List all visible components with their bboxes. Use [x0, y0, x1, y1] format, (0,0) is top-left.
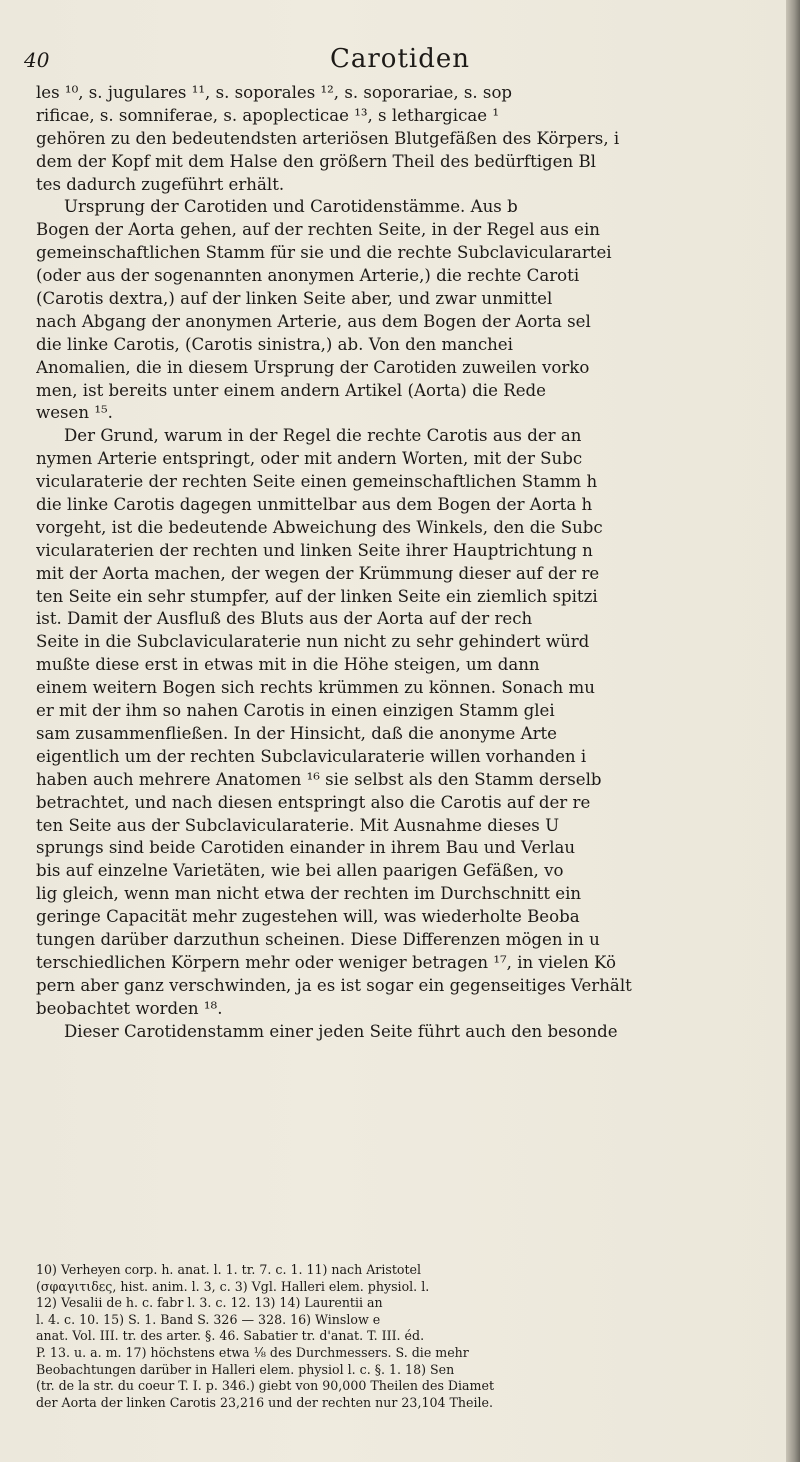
text-line: Anomalien, die in diesem Ursprung der Carotiden zuweilen vorko: [36, 357, 590, 377]
footnote-line: anat. Vol. III. tr. des arter. §. 46. Sabatier tr. d'anat. T. III. éd.: [36, 1328, 425, 1344]
text-line: lig gleich, wenn man nicht etwa der rechten im Durchschnitt ein: [36, 884, 582, 904]
text-line: Bogen der Aorta gehen, auf der rechten Seite, in der Regel aus ein: [36, 220, 600, 240]
text-line: men, ist bereits unter einem andern Artikel (Aorta) die Rede: [36, 380, 546, 400]
text-line: einem weitern Bogen sich rechts krümmen zu können. Sonach mu: [36, 678, 595, 698]
text-line: ten Seite aus der Subclavicularaterie. Mit Ausnahme dieses U: [36, 815, 560, 835]
text-line: sprungs sind beide Carotiden einander in ihrem Bau und Verlau: [36, 838, 576, 858]
text-line: Der Grund, warum in der Regel die rechte Carotis aus der an: [64, 426, 582, 446]
text-line: Ursprung der Carotiden und Carotidenstämme. Aus b: [64, 197, 518, 217]
text-line: nymen Arterie entspringt, oder mit andern Worten, mit der Subc: [36, 449, 583, 469]
text-line: eigentlich um der rechten Subclavicularaterie willen vorhanden i: [36, 746, 587, 766]
text-line: ten Seite ein sehr stumpfer, auf der linken Seite ein ziemlich spitzi: [36, 586, 598, 606]
page-number: 40: [24, 48, 50, 72]
binding-edge: [786, 0, 800, 1462]
footnote-separator: [36, 1259, 236, 1260]
text-line: pern aber ganz verschwinden, ja es ist sogar ein gegenseitiges Verhält: [36, 975, 632, 995]
text-line: gemeinschaftlichen Stamm für sie und die rechte Subclavicularartei: [36, 243, 612, 263]
text-line: mit der Aorta machen, der wegen der Krümmung dieser auf der re: [36, 563, 600, 583]
text-line: (oder aus der sogenannten anonymen Arterie,) die rechte Caroti: [36, 266, 580, 286]
footnotes: [36, 1262, 786, 1411]
text-line: die linke Carotis dagegen unmittelbar aus dem Bogen der Aorta h: [36, 495, 593, 515]
text-line: nach Abgang der anonymen Arterie, aus dem Bogen der Aorta sel: [36, 311, 591, 331]
text-line: wesen ¹⁵.: [36, 403, 113, 423]
text-line: terschiedlichen Körpern mehr oder weniger betragen ¹⁷, in vielen Kö: [36, 952, 617, 972]
page-header: [22, 44, 778, 74]
footnote-line: 12) Vesalii de h. c. fabr l. 3. c. 12. 13) 14) Laurentii an: [36, 1295, 383, 1311]
text-line: rificae, s. somniferae, s. apoplecticae ¹³, s lethargicae ¹: [36, 105, 500, 125]
footnote-line: Beobachtungen darüber in Halleri elem. physiol l. c. §. 1. 18) Sen: [36, 1361, 455, 1377]
text-line: beobachtet worden ¹⁸.: [36, 998, 223, 1018]
footnote-line: l. 4. c. 10. 15) S. 1. Band S. 326 — 328. 16) Winslow e: [36, 1311, 381, 1327]
text-line: vorgeht, ist die bedeutende Abweichung des Winkels, den die Subc: [36, 517, 603, 537]
text-line: Dieser Carotidenstamm einer jeden Seite führt auch den besonde: [64, 1021, 618, 1041]
footnote-line: P. 13. u. a. m. 17) höchstens etwa ⅛ des Durchmessers. S. die mehr: [36, 1344, 469, 1360]
footnote-line: (σφαγιτιδες, hist. anim. l. 3, c. 3) Vgl. Halleri elem. physiol. l.: [36, 1278, 430, 1294]
running-head: Carotiden: [329, 44, 470, 74]
text-line: tungen darüber darzuthun scheinen. Diese Differenzen mögen in u: [36, 929, 600, 949]
text-line: mußte diese erst in etwas mit in die Höhe steigen, um dann: [36, 655, 540, 675]
footnote-line: 10) Verheyen corp. h. anat. l. 1. tr. 7. c. 1. 11) nach Aristotel: [36, 1262, 422, 1277]
text-line: gehören zu den bedeutendsten arteriösen Blutgefäßen des Körpers, i: [36, 128, 620, 148]
text-line: vicularaterien der rechten und linken Seite ihrer Hauptrichtung n: [36, 540, 593, 560]
text-line: betrachtet, und nach diesen entspringt also die Carotis auf der re: [36, 792, 591, 812]
text-line: dem der Kopf mit dem Halse den größern Theil des bedürftigen Bl: [36, 151, 596, 171]
footnote-line: (tr. de la str. du coeur T. I. p. 346.) giebt von 90,000 Theilen des Diamet: [36, 1378, 495, 1394]
text-line: sam zusammenfließen. In der Hinsicht, daß die anonyme Arte: [36, 723, 557, 743]
text-line: die linke Carotis, (Carotis sinistra,) ab. Von den manchei: [36, 334, 513, 354]
text-line: haben auch mehrere Anatomen ¹⁶ sie selbst als den Stamm derselb: [36, 769, 602, 789]
main-text: [36, 82, 786, 1043]
text-line: les ¹⁰, s. jugulares ¹¹, s. soporales ¹², s. soporariae, s. sop: [36, 83, 513, 102]
text-line: Seite in die Subclavicularaterie nun nicht zu sehr gehindert würd: [36, 632, 590, 652]
text-line: vicularaterie der rechten Seite einen gemeinschaftlichen Stamm h: [36, 472, 598, 492]
text-line: bis auf einzelne Varietäten, wie bei allen paarigen Gefäßen, vo: [36, 861, 564, 881]
text-line: (Carotis dextra,) auf der linken Seite aber, und zwar unmittel: [36, 289, 553, 309]
footnote-line: der Aorta der linken Carotis 23,216 und der rechten nur 23,104 Theile.: [36, 1394, 493, 1410]
text-line: er mit der ihm so nahen Carotis in einen einzigen Stamm glei: [36, 701, 555, 721]
text-line: tes dadurch zugeführt erhält.: [36, 174, 285, 194]
text-line: ist. Damit der Ausfluß des Bluts aus der Aorta auf der rech: [36, 609, 533, 629]
text-line: geringe Capacität mehr zugestehen will, was wiederholte Beoba: [36, 907, 580, 927]
